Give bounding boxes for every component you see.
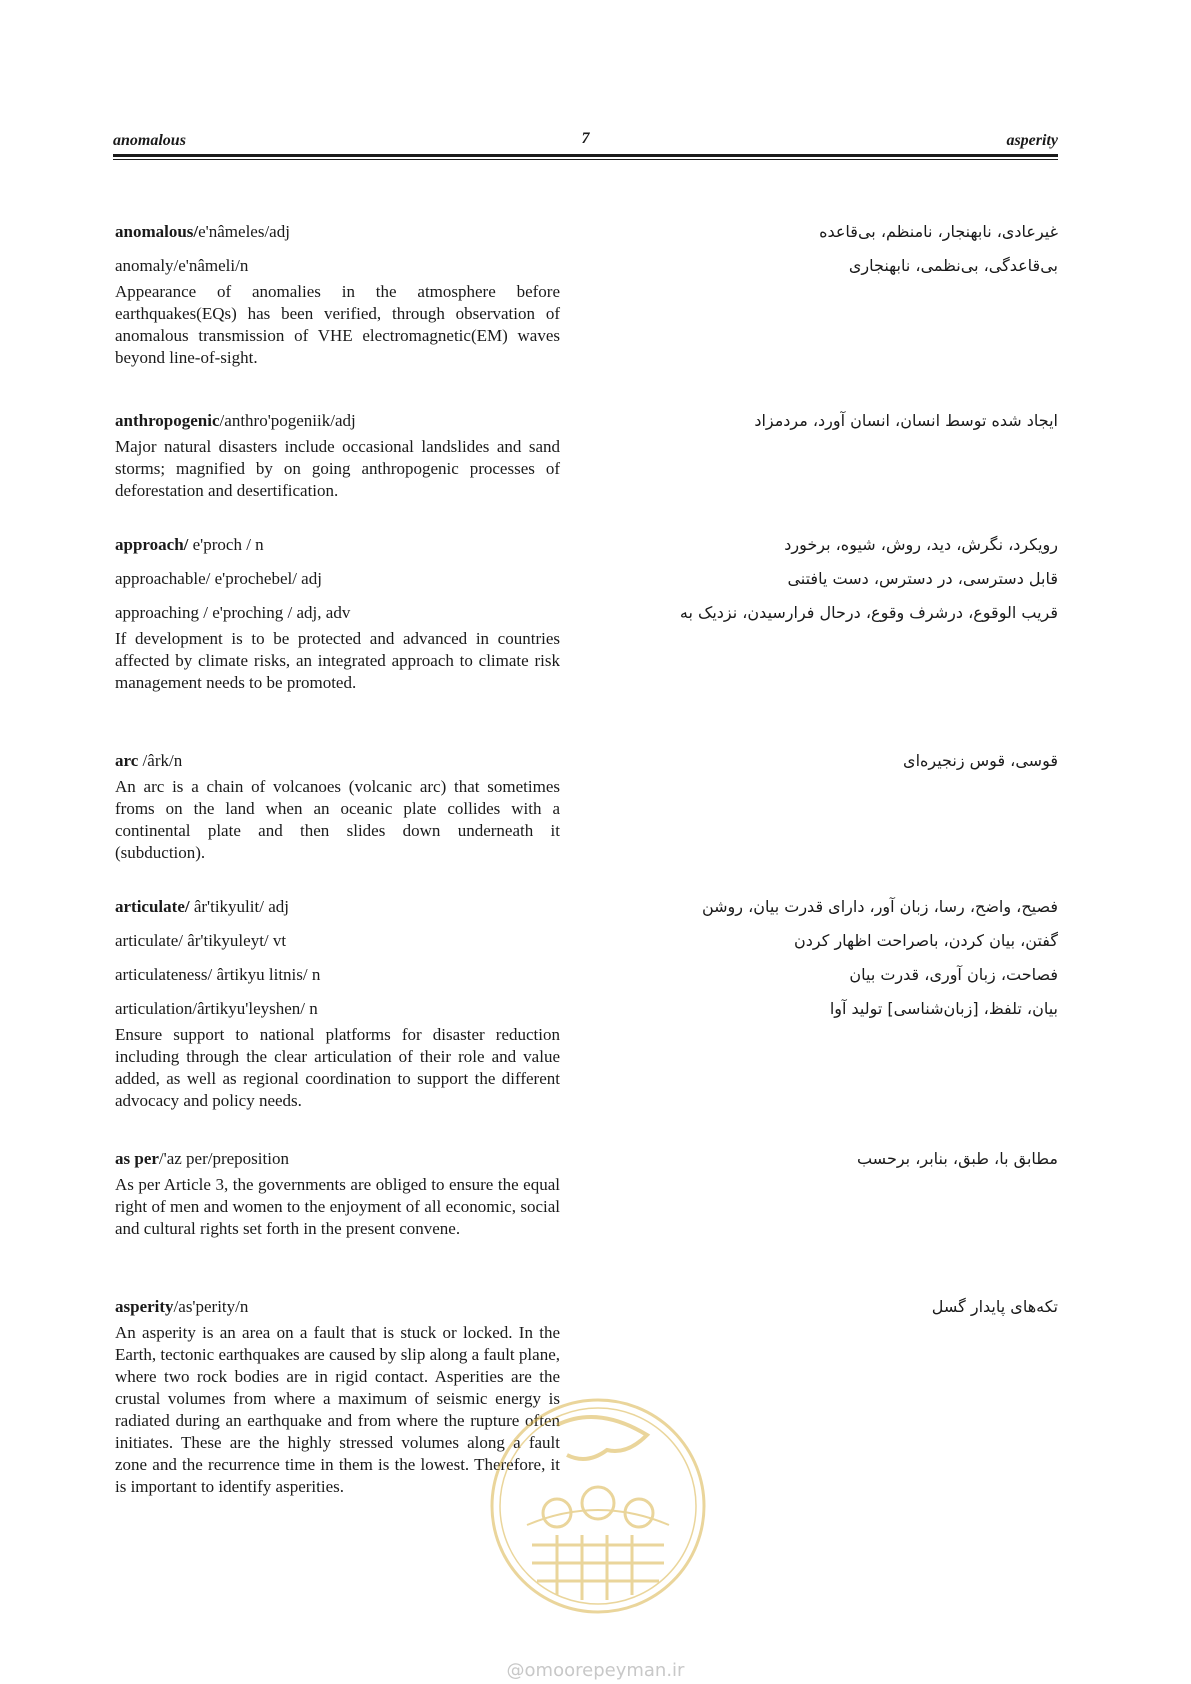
headword: asperity: [115, 1297, 174, 1316]
headword: arc: [115, 751, 139, 770]
derived-form: approachable/ e'prochebel/ adj: [115, 569, 322, 588]
headword-line: [115, 410, 560, 432]
headword-line: [115, 534, 560, 556]
entry-persian: [578, 221, 1058, 289]
persian-meaning: ایجاد شده توسط انسان، انسان آورد، مردمزاد: [754, 411, 1058, 430]
running-head: [113, 128, 1058, 150]
headword-line: [115, 896, 560, 918]
pronunciation: e'proch / n: [188, 535, 264, 554]
entry-english: [115, 221, 560, 369]
example-sentence: Ensure support to national platforms for disaster reduction including through the clear articulation of their role and value added, as well as regional coordination to support the different advocacy and policy needs.: [115, 1025, 560, 1110]
header-rule-thick: [113, 154, 1058, 157]
watermark-url: @omoorepeyman.ir: [506, 1660, 685, 1681]
persian-meaning: فصیح، واضح، رسا، زبان آور، دارای قدرت بیان، روشن: [701, 897, 1058, 916]
example-sentence: Major natural disasters include occasional landslides and sand storms; magnified by on going anthropogenic processes of deforestation and desertification.: [115, 437, 560, 500]
entry-persian: [578, 1148, 1058, 1182]
headword-line: [115, 221, 560, 243]
example-sentence: As per Article 3, the governments are obliged to ensure the equal right of men and women to the enjoyment of all economic, social and cultural rights set forth in the present convene.: [115, 1175, 560, 1238]
entry-persian: [578, 896, 1058, 1032]
headword-line: [115, 1148, 560, 1170]
persian-meaning: بیان، تلفظ، [زبان‌شناسی] تولید آوا: [829, 999, 1058, 1018]
derived-form: articulateness/ ârtikyu litnis/ n: [115, 965, 321, 984]
derived-form: articulate/ âr'tikyuleyt/ vt: [115, 931, 287, 950]
headword: anthropogenic: [115, 411, 220, 430]
headword: articulate/: [115, 897, 190, 916]
entry-english: [115, 1148, 560, 1240]
persian-meaning: مطابق با، طبق، بنابر، برحسب: [856, 1149, 1058, 1168]
running-head-right: asperity: [1006, 132, 1058, 149]
pronunciation: /ârk/n: [138, 751, 183, 770]
derived-form: articulation/ârtikyu'leyshen/ n: [115, 999, 318, 1018]
example-sentence: If development is to be protected and advanced in countries affected by climate risks, an integrated approach to climate risk management needs to be promoted.: [115, 629, 560, 692]
headword-line: [115, 750, 560, 772]
headword-line: [115, 1296, 560, 1318]
example-sentence: Appearance of anomalies in the atmosphere before earthquakes(EQs) has been verified, through observation of anomalous transmission of VHE electromagnetic(EM) waves beyond line-of-sight.: [115, 282, 560, 367]
persian-meaning: تکه‌های پایدار گسل: [931, 1297, 1058, 1316]
derived-form: anomaly/e'nâmeli/n: [115, 256, 249, 275]
persian-meaning: غیرعادی، نابهنجار، نامنظم، بی‌قاعده: [819, 222, 1058, 241]
persian-meaning: گفتن، بیان کردن، باصراحت اظهار کردن: [794, 931, 1058, 950]
entry-english: [115, 410, 560, 502]
persian-meaning: قابل دسترسی، در دسترس، دست یافتنی: [787, 569, 1058, 588]
pronunciation: e'nâmeles/adj: [198, 222, 290, 241]
publisher-stamp-watermark: [487, 1395, 709, 1617]
pronunciation: /anthro'pogeniik/adj: [219, 411, 356, 430]
pronunciation: /'az per/preposition: [158, 1149, 289, 1168]
persian-meaning: قوسی، قوس زنجیره‌ای: [903, 751, 1058, 770]
headword: as per: [115, 1149, 159, 1168]
derived-form-line: [115, 930, 560, 952]
example-sentence: An arc is a chain of volcanoes (volcanic arc) that sometimes froms on the land when an oceanic plate collides with a continental plate and then slides down underneath it (subduction).: [115, 777, 560, 862]
derived-form: approaching / e'proching / adj, adv: [115, 603, 351, 622]
example-sentence: An asperity is an area on a fault that is stuck or locked. In the Earth, tectonic earthquakes are caused by slip along a fault plane, where two rock bodies are in rigid contact. Asperities are the crustal volumes from where a maximum of seismic energy is radiated during an earthquake and from where the rupture often initiates. These are the highly stressed volumes along a fault zone and the recurrence time in them is the lowest. Therefore, it is important to identify asperities.: [115, 1323, 560, 1496]
persian-meaning: بی‌قاعدگی، بی‌نظمی، نابهنجاری: [848, 256, 1058, 275]
derived-form-line: [115, 964, 560, 986]
derived-form-line: [115, 998, 560, 1020]
entry-persian: [578, 1296, 1058, 1330]
entry-persian: [578, 534, 1058, 636]
derived-form-line: [115, 255, 560, 277]
page-number: 7: [581, 130, 590, 147]
entry-english: [115, 534, 560, 694]
derived-form-line: [115, 602, 560, 624]
entry-english: [115, 896, 560, 1112]
persian-meaning: رویکرد، نگرش، دید، روش، شیوه، برخورد: [784, 535, 1058, 554]
entry-persian: [578, 750, 1058, 784]
persian-meaning: قریب الوقوع، درشرف وقوع، درحال فرارسیدن، نزدیک به: [679, 603, 1058, 622]
running-head-left: anomalous: [113, 132, 186, 149]
headword: approach/: [115, 535, 189, 554]
entry-persian: [578, 410, 1058, 444]
pronunciation: /as'perity/n: [173, 1297, 249, 1316]
entry-english: [115, 750, 560, 864]
pronunciation: âr'tikyulit/ adj: [189, 897, 289, 916]
header-rule-thin: [113, 159, 1058, 160]
headword: anomalous/: [115, 222, 199, 241]
derived-form-line: [115, 568, 560, 590]
persian-meaning: فصاحت، زبان آوری، قدرت بیان: [849, 965, 1058, 984]
